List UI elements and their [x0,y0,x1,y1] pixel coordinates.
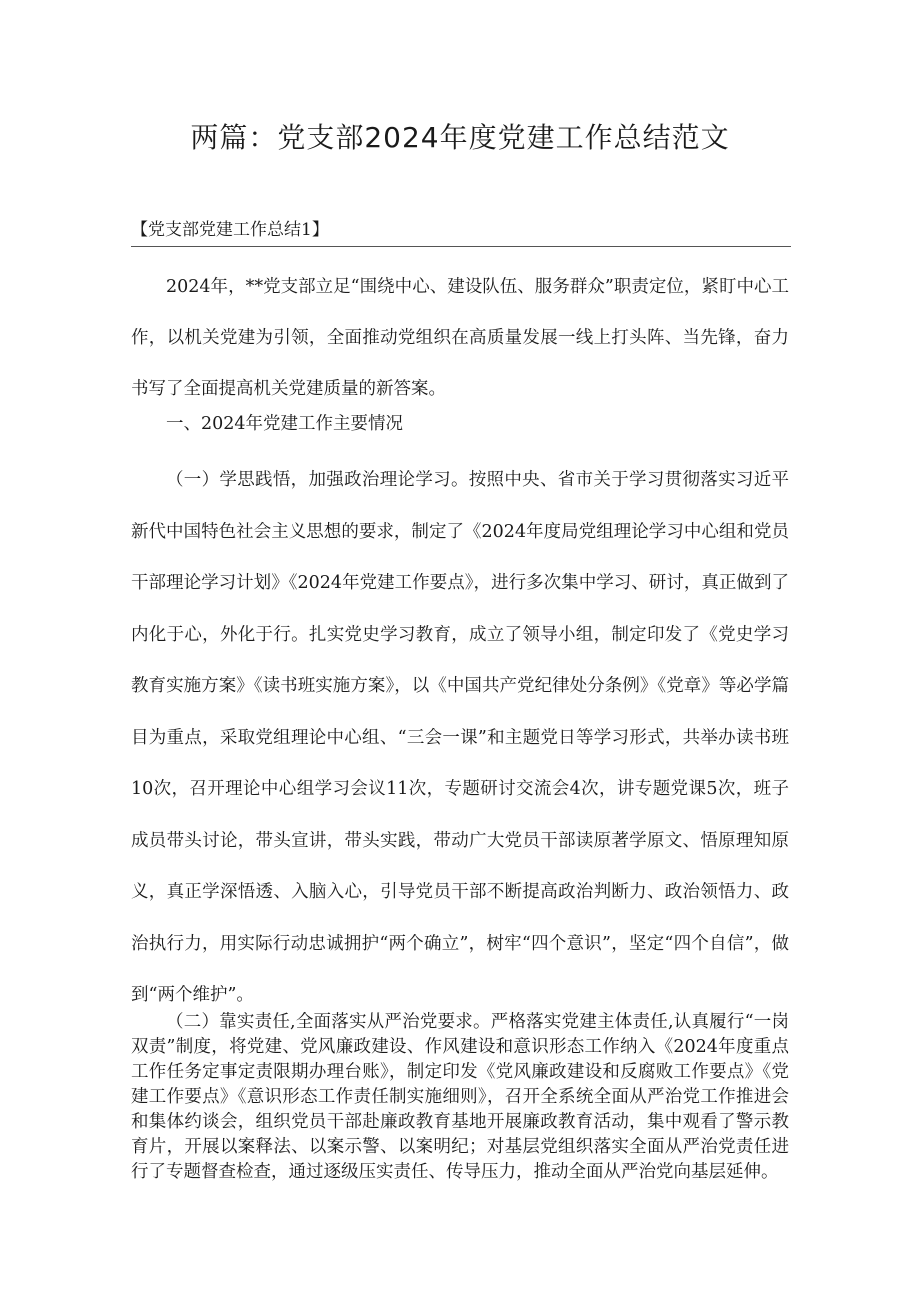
item-two-paragraph: （二）靠实责任,全面落实从严治党要求。严格落实党建主体责任,认真履行“一岗双责”制度，将党建、党风廉政建设、作风建设和意识形态工作纳入《2024年度重点工作任务定事定责限期办理台账》，制定印发《党风廉政建设和反腐败工作要点》《党建工作要点》《意识形态工作责任制实施细则》，召开全系统全面从严治党工作推进会和集体约谈会，组织党员干部赴廉政教育基地开展廉政教育活动，集中观看了警示教育片，开展以案释法、以案示警、以案明纪；对基层党组织落实全面从严治党责任进行了专题督查检查，通过逐级压实责任、传导压力，推动全面从严治党向基层延伸。 [131,1012,789,1182]
item-one-paragraph: （一）学思践悟，加强政治理论学习。按照中央、省市关于学习贯彻落实习近平新代中国特色社会主义思想的要求，制定了《2024年度局党组理论学习中心组和党员干部理论学习计划》《2024年党建工作要点》，进行多次集中学习、研讨，真正做到了内化于心，外化于行。扎实党史学习教育，成立了领导小组，制定印发了《党史学习教育实施方案》《读书班实施方案》，以《中国共产党纪律处分条例》《党章》等必学篇目为重点，采取党组理论中心组、“三会一课”和主题党日等学习形式，共举办读书班10次，召开理论中心组学习会议11次，专题研讨交流会4次，讲专题党课5次，班子成员带头讨论，带头宣讲，带头实践，带动广大党员干部读原著学原文、悟原理知原义，真正学深悟透、入脑入心，引导党员干部不断提高政治判断力、政治领悟力、政治执行力，用实际行动忠诚拥护“两个确立”，树牢“四个意识”，坚定“四个自信”，做到“两个维护”。 [131,470,789,1005]
section-heading: 一、2024年党建工作主要情况 [166,414,404,434]
section-label: 【党支部党建工作总结1】 [131,220,329,240]
intro-paragraph: 2024年，**党支部立足“围绕中心、建设队伍、服务群众”职责定位，紧盯中心工作，以机关党建为引领，全面推动党组织在高质量发展一线上打头阵、当先锋，奋力书写了全面提高机关党建质量的新答案。 [131,277,789,399]
page-title: 两篇：党支部2024年度党建工作总结范文 [190,121,730,154]
section-divider [131,246,791,247]
